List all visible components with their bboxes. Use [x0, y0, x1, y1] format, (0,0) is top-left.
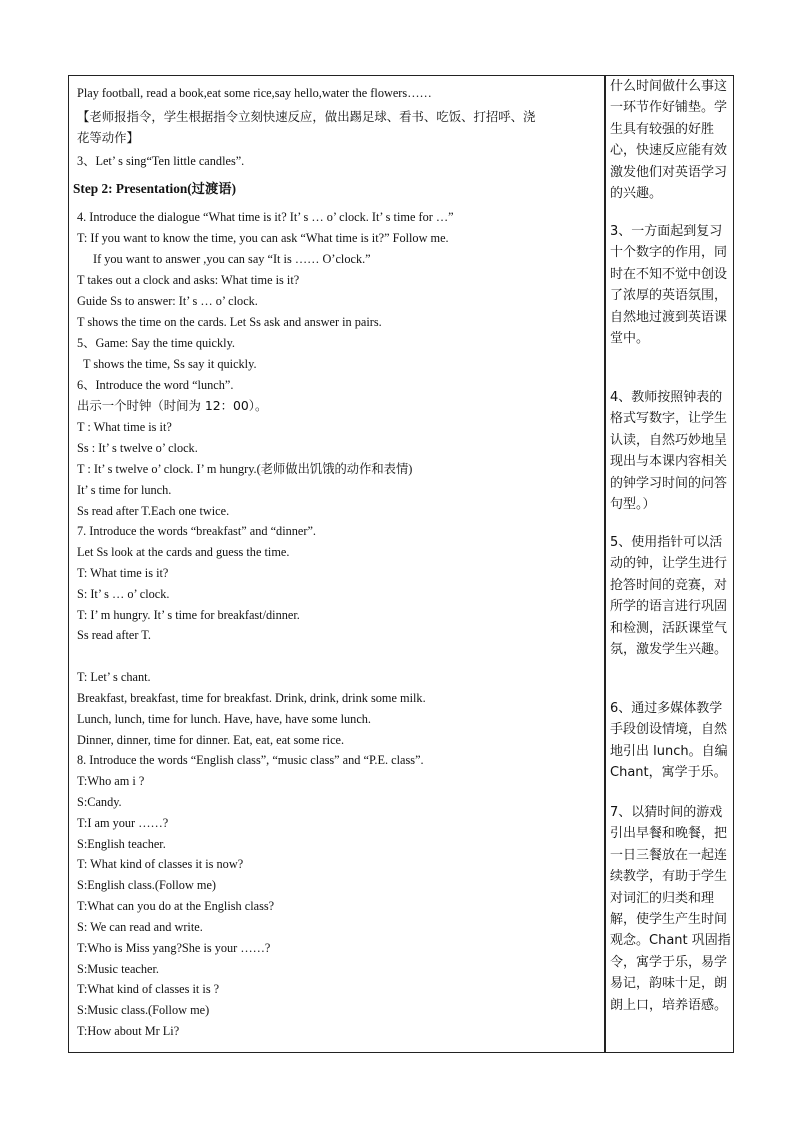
text-line: 出示一个时钟（时间为 12：00）。 — [77, 398, 268, 413]
design-note: 7、以猜时间的游戏引出早餐和晚餐，把一日三餐放在一起连续教学，有助于学生对词汇的归类和理解，使学生产生时间观念。Chant 巩固指令，寓学于乐，易学易记，韵味十足，朗朗上口，培养语感。 — [610, 805, 731, 1013]
text-line: T: If you want to know the time, you can ask “What time is it?” Follow me. — [77, 231, 449, 245]
text-line: It’ s time for lunch. — [77, 483, 172, 497]
text-line: T shows the time, Ss say it quickly. — [83, 357, 257, 371]
text-line: T takes out a clock and asks: What time is it? — [77, 273, 300, 287]
text-line: S:Candy. — [77, 795, 122, 809]
text-line: T:Who is Miss yang?She is your ……? — [77, 941, 271, 955]
text-line: S:Music class.(Follow me) — [77, 1003, 210, 1017]
text-line: T:What kind of classes it is ? — [77, 982, 220, 996]
text-line: Play football, read a book,eat some rice,say hello,water the flowers…… — [77, 86, 432, 100]
text-line: T shows the time on the cards. Let Ss ask and answer in pairs. — [77, 315, 382, 329]
text-line: Dinner, dinner, time for dinner. Eat, eat, eat some rice. — [77, 733, 345, 747]
design-note: 3、一方面起到复习十个数字的作用，同时在不知不觉中创设了浓厚的英语氛围，自然地过渡到英语课堂中。 — [610, 224, 728, 347]
text-line: T : What time is it? — [77, 420, 172, 434]
text-line: T: Let’ s chant. — [77, 670, 151, 684]
text-line: T:What can you do at the English class? — [77, 899, 275, 913]
text-line: S:English teacher. — [77, 837, 166, 851]
lesson-plan-table — [68, 75, 734, 1053]
text-line: S:English class.(Follow me) — [77, 878, 217, 892]
text-line: Ss : It’ s twelve o’ clock. — [77, 441, 198, 455]
step-heading: Step 2: Presentation(过渡语) — [73, 181, 236, 196]
text-line: T:Who am i ? — [77, 774, 145, 788]
text-line: If you want to answer ,you can say “It is …… O’clock.” — [93, 252, 371, 266]
design-note: 4、教师按照钟表的格式写数字，让学生认读，自然巧妙地呈现出与本课内容相关的钟学习时间的问答句型。） — [610, 390, 728, 513]
text-line: 3、Let’ s sing“Ten little candles”. — [77, 154, 245, 168]
design-note: 5、使用指针可以活动的钟，让学生进行抢答时间的竞赛，对所学的语言进行巩固和检测，活跃课堂气氛，激发学生兴趣。 — [610, 535, 728, 658]
text-line: Ss read after T. — [77, 628, 151, 642]
text-line: Breakfast, breakfast, time for breakfast. Drink, drink, drink some milk. — [77, 691, 426, 705]
text-line: 7. Introduce the words “breakfast” and “dinner”. — [77, 524, 317, 538]
text-line: 【老师报指令，学生根据指令立刻快速反应，做出踢足球、看书、吃饭、打招呼、浇 — [77, 109, 536, 124]
text-line: Lunch, lunch, time for lunch. Have, have, have some lunch. — [77, 712, 372, 726]
text-line: 4. Introduce the dialogue “What time is it? It’ s … o’ clock. It’ s time for …” — [77, 210, 454, 224]
design-note: 什么时间做什么事这一环节作好铺垫。学生具有较强的好胜心，快速反应能有效激发他们对英语学习的兴趣。 — [610, 79, 728, 202]
text-line: T:How about Mr Li? — [77, 1024, 180, 1038]
text-line: 5、Game: Say the time quickly. — [77, 336, 236, 350]
text-line: T:I am your ……? — [77, 816, 169, 830]
text-line: 8. Introduce the words “English class”, “music class” and “P.E. class”. — [77, 753, 424, 767]
design-note: 6、通过多媒体教学手段创设情境，自然地引出 lunch。自编 Chant，寓学于乐。 — [610, 701, 728, 781]
text-line: Ss read after T.Each one twice. — [77, 504, 230, 518]
text-line: T : It’ s twelve o’ clock. I’ m hungry.(老师做出饥饿的动作和表情) — [77, 462, 413, 476]
column-divider — [604, 76, 606, 1052]
text-line: S: We can read and write. — [77, 920, 203, 934]
text-line: Guide Ss to answer: It’ s … o’ clock. — [77, 294, 258, 308]
text-line: 6、Introduce the word “lunch”. — [77, 378, 234, 392]
text-line: 花等动作】 — [77, 130, 139, 145]
text-line: T: What kind of classes it is now? — [77, 857, 244, 871]
text-line: S: It’ s … o’ clock. — [77, 587, 170, 601]
text-line: Let Ss look at the cards and guess the time. — [77, 545, 290, 559]
text-line: T: What time is it? — [77, 566, 169, 580]
text-line: T: I’ m hungry. It’ s time for breakfast/dinner. — [77, 608, 300, 622]
text-line: S:Music teacher. — [77, 962, 159, 976]
